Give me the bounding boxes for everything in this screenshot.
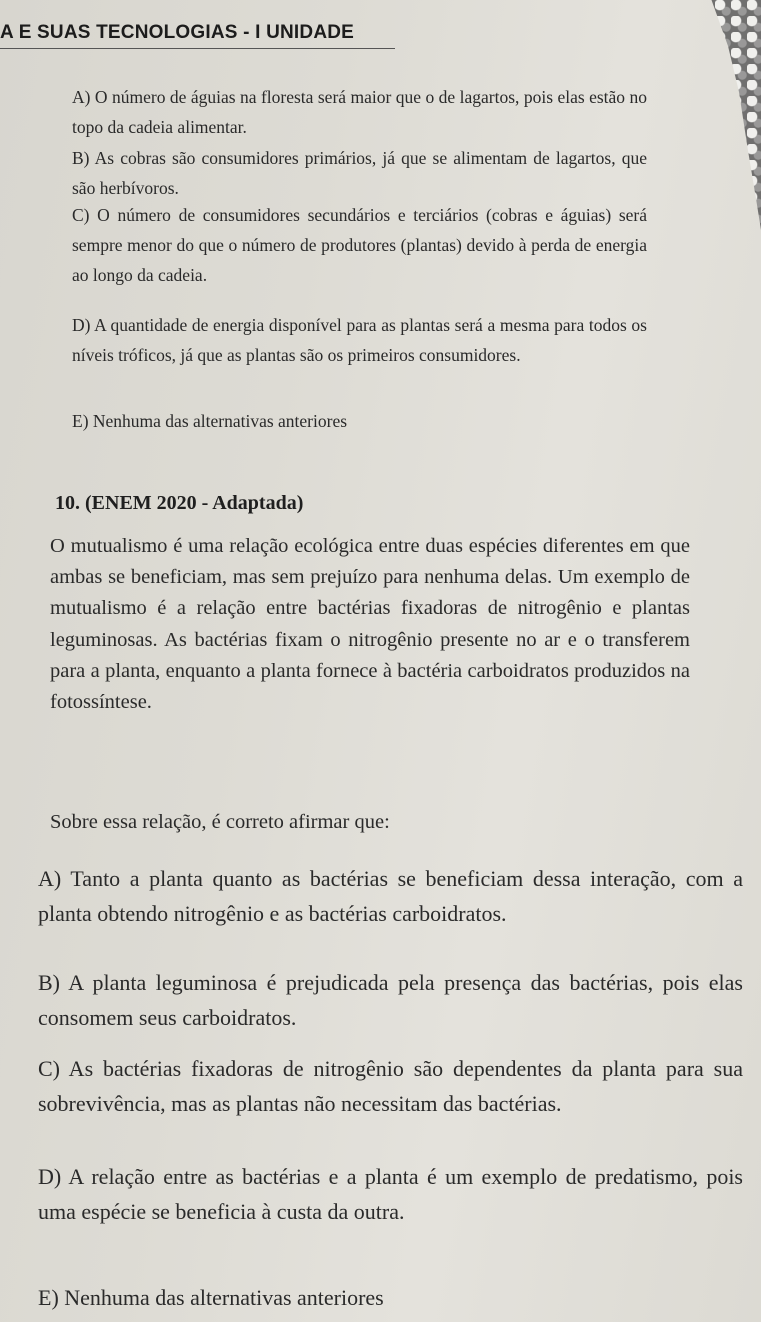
q10-option-b: B) A planta leguminosa é prejudicada pela presença das bactérias, pois elas consomem seus carboidratos. [38,970,743,1030]
question-10-title: 10. (ENEM 2020 - Adaptada) [55,492,304,514]
section-header: A E SUAS TECNOLOGIAS - I UNIDADE [0,22,355,43]
q10-option-e: E) Nenhuma das alternativas anteriores [38,1285,384,1310]
prev-option-e: E) Nenhuma das alternativas anteriores [72,411,348,431]
prev-option-a: A) O número de águias na floresta será maior que o de lagartos, pois elas estão no topo da cadeia alimentar. [72,87,647,137]
q10-option-d: D) A relação entre as bactérias e a planta é um exemplo de predatismo, pois uma espécie se beneficia à custa da outra. [38,1164,743,1224]
question-10-prompt: Sobre essa relação, é correto afirmar que: [50,811,390,833]
prev-option-b: B) As cobras são consumidores primários, já que se alimentam de lagartos, que são herbívoros. [72,148,647,198]
question-10-body: O mutualismo é uma relação ecológica entre duas espécies diferentes em que ambas se beneficiam, mas sem prejuízo para nenhuma delas. Um exemplo de mutualismo é a relação entre bactérias fixadoras de nitrogênio e plantas leguminosas. As bactérias fixam o nitrogênio presente no ar e o transferem para a planta, enquanto a planta fornece à bactéria carboidratos produzidos na fotossíntese. [50,535,690,714]
header-underline [0,48,395,49]
prev-option-d: D) A quantidade de energia disponível para as plantas será a mesma para todos os níveis tróficos, já que as plantas são os primeiros consumidores. [72,315,647,365]
prev-option-c: C) O número de consumidores secundários e terciários (cobras e águias) será sempre menor do que o número de produtores (plantas) devido à perda de energia ao longo da cadeia. [72,205,647,285]
q10-option-a: A) Tanto a planta quanto as bactérias se beneficiam dessa interação, com a planta obtendo nitrogênio e as bactérias carboidratos. [38,866,743,926]
q10-option-c: C) As bactérias fixadoras de nitrogênio são dependentes da planta para sua sobrevivência, mas as plantas não necessitam das bactérias. [38,1056,743,1116]
